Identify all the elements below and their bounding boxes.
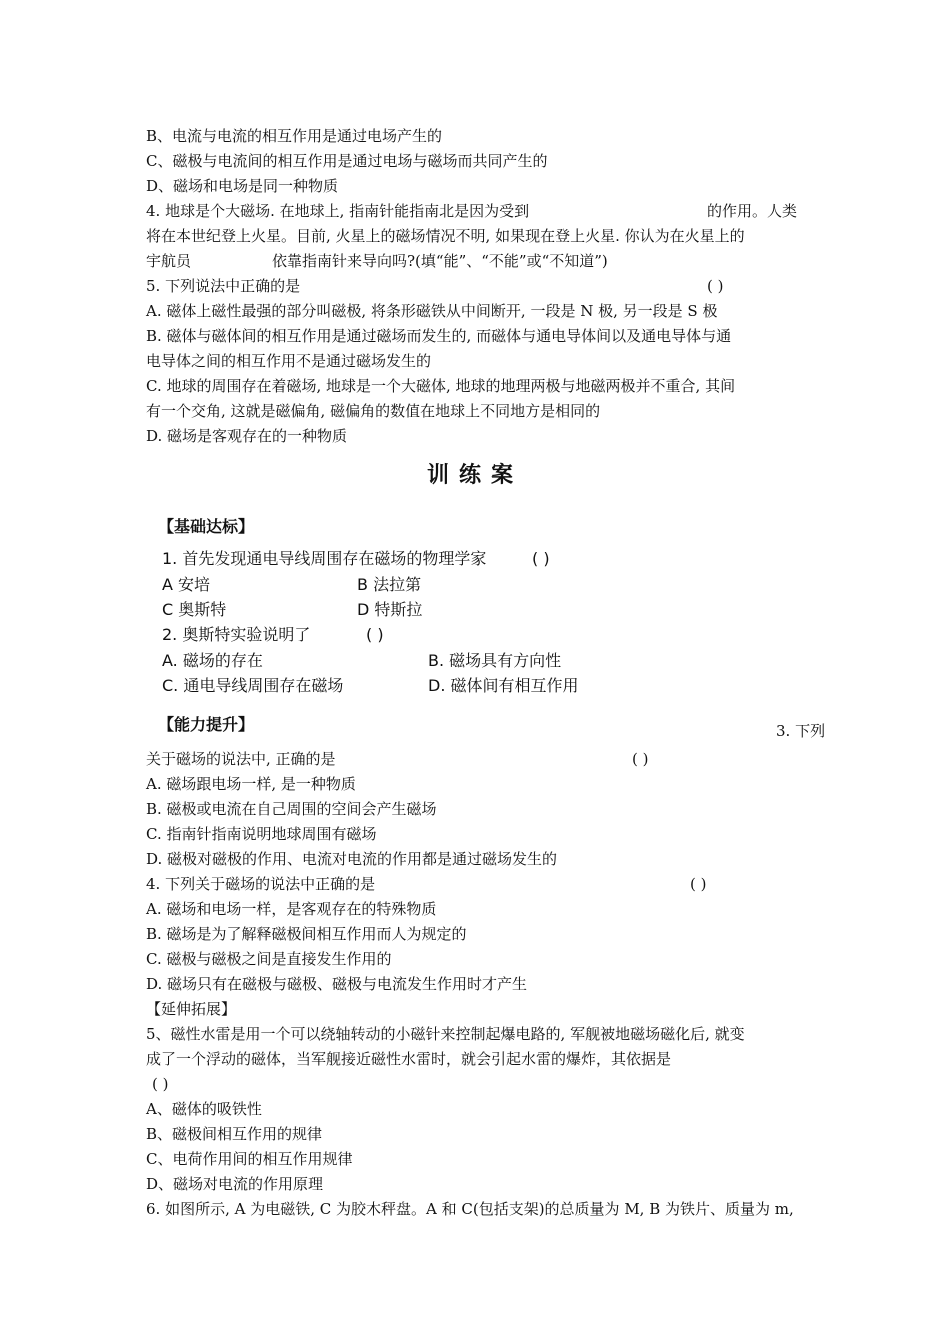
question-1-stem: 1. 首先发现通电导线周围存在磁场的物理学家: [162, 549, 487, 568]
ability-header: 【能力提升】: [158, 715, 255, 734]
option-a: A、磁体的吸铁性: [146, 1100, 262, 1118]
option-line: C、磁极与电流间的相互作用是通过电场与磁场而共同产生的: [146, 152, 548, 170]
answer-paren: ( ): [707, 277, 724, 295]
option-c: C 奥斯特: [162, 600, 227, 619]
question-4-stem: 4. 下列关于磁场的说法中正确的是: [146, 875, 376, 893]
option-d: D 特斯拉: [357, 600, 423, 619]
option-b: B. 磁极或电流在自己周围的空间会产生磁场: [146, 800, 437, 818]
question-4-text-end: 的作用。人类: [707, 202, 798, 220]
question-2-stem: 2. 奥斯特实验说明了: [162, 625, 311, 644]
option-line: D、磁场和电场是同一种物质: [146, 177, 339, 195]
option-line: D. 磁场是客观存在的一种物质: [146, 427, 348, 445]
option-c: C. 磁极与磁极之间是直接发生作用的: [146, 950, 392, 968]
option-line: B. 磁体与磁体间的相互作用是通过磁场而发生的, 而磁体与通电导体间以及通电导体与通: [146, 327, 732, 345]
question-5-text: 5、磁性水雷是用一个可以绕轴转动的小磁针来控制起爆电路的, 军舰被地磁场磁化后, 就变: [146, 1025, 745, 1043]
option-a: A 安培: [162, 575, 211, 594]
question-4-text: 将在本世纪登上火星。目前, 火星上的磁场情况不明, 如果现在登上火星. 你认为在火星上的: [146, 227, 745, 245]
option-c: C. 指南针指南说明地球周围有磁场: [146, 825, 377, 843]
option-a: A. 磁场跟电场一样, 是一种物质: [146, 775, 356, 793]
option-d: D、磁场对电流的作用原理: [146, 1175, 324, 1193]
option-a: A. 磁场和电场一样，是客观存在的特殊物质: [146, 900, 437, 918]
option-d: D. 磁体间有相互作用: [428, 676, 579, 695]
option-line: 有一个交角, 这就是磁偏角, 磁偏角的数值在地球上不同地方是相同的: [146, 402, 601, 420]
answer-paren: ( ): [632, 750, 649, 768]
option-line: 电导体之间的相互作用不是通过磁场发生的: [146, 352, 432, 370]
option-b: B. 磁场具有方向性: [428, 651, 562, 670]
extend-header: 【延伸拓展】: [146, 1000, 237, 1018]
option-line: A. 磁体上磁性最强的部分叫磁极, 将条形磁铁从中间断开, 一段是 N 极, 另一段是 S 极: [146, 302, 718, 320]
answer-paren: ( ): [366, 625, 384, 644]
question-6-text: 6. 如图所示, A 为电磁铁, C 为胶木秤盘。A 和 C(包括支架)的总质量为 M, B 为铁片、质量为 m,: [146, 1200, 794, 1218]
question-4-text: 依靠指南针来导向吗?(填“能”、“不能”或“不知道”): [272, 252, 608, 270]
answer-paren: ( ): [532, 549, 550, 568]
section-title: 训练案: [426, 463, 523, 488]
question-4-text: 4. 地球是个大磁场. 在地球上, 指南针能指南北是因为受到: [146, 202, 530, 220]
question-4-text: 宇航员: [146, 252, 192, 270]
option-a: A. 磁场的存在: [162, 651, 263, 670]
option-b: B 法拉第: [357, 575, 422, 594]
option-d: D. 磁极对磁极的作用、电流对电流的作用都是通过磁场发生的: [146, 850, 558, 868]
option-c: C、电荷作用间的相互作用规律: [146, 1150, 353, 1168]
question-3-stem: 关于磁场的说法中, 正确的是: [146, 750, 336, 768]
option-line: B、电流与电流的相互作用是通过电场产生的: [146, 127, 443, 145]
question-5-stem: 5. 下列说法中正确的是: [146, 277, 301, 295]
option-c: C. 通电导线周围存在磁场: [162, 676, 344, 695]
question-3-number: 3. 下列: [776, 722, 826, 740]
option-d: D. 磁场只有在磁极与磁极、磁极与电流发生作用时才产生: [146, 975, 528, 993]
answer-paren: ( ): [152, 1075, 169, 1093]
option-b: B、磁极间相互作用的规律: [146, 1125, 323, 1143]
basic-header: 【基础达标】: [158, 517, 255, 536]
answer-paren: ( ): [690, 875, 707, 893]
question-5-text: 成了一个浮动的磁体，当军舰接近磁性水雷时，就会引起水雷的爆炸，其依据是: [146, 1050, 672, 1068]
option-line: C. 地球的周围存在着磁场, 地球是一个大磁体, 地球的地理两极与地磁两极并不重合, 其间: [146, 377, 736, 395]
option-b: B. 磁场是为了解释磁极间相互作用而人为规定的: [146, 925, 467, 943]
